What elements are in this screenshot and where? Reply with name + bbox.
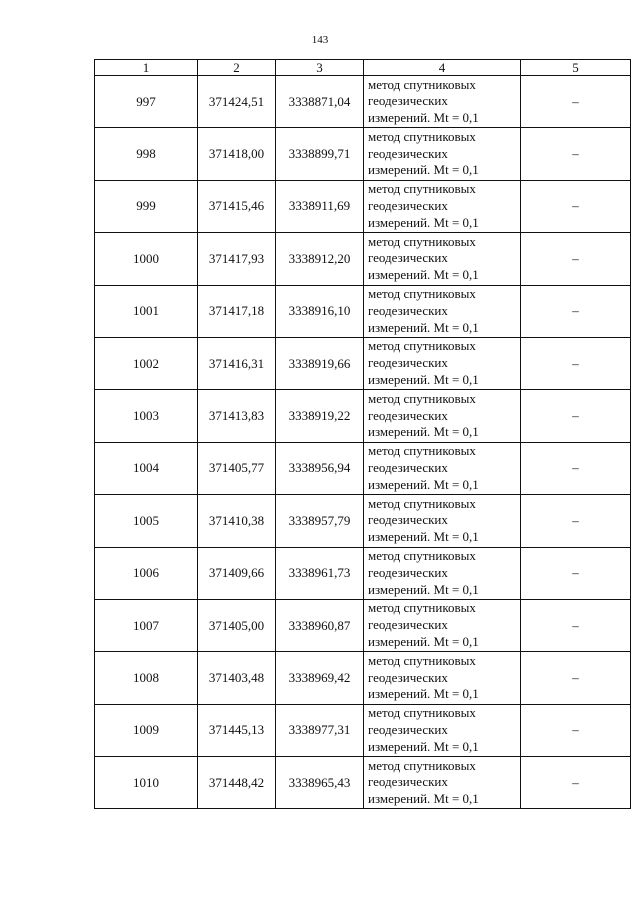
method-cell <box>364 757 521 809</box>
table-row <box>95 128 631 180</box>
method-line: геодезических <box>368 721 448 737</box>
method-cell <box>364 233 521 285</box>
method-line: геодезических <box>368 512 448 528</box>
method-line: геодезических <box>368 302 448 318</box>
table-row <box>95 233 631 285</box>
method-line: метод спутниковых <box>368 338 476 354</box>
table-row <box>95 76 631 128</box>
method-line: метод спутниковых <box>368 76 476 92</box>
method-line: метод спутниковых <box>368 757 476 773</box>
note-cell: – <box>521 180 631 232</box>
method-line: измерений. Mt = 0,1 <box>368 110 479 126</box>
method-line: геодезических <box>368 460 448 476</box>
note-cell: – <box>521 652 631 704</box>
point-number-cell: 1000 <box>95 233 198 285</box>
method-line: метод спутниковых <box>368 390 476 406</box>
method-line: геодезических <box>368 617 448 633</box>
y-coordinate-cell: 3338899,71 <box>276 128 364 180</box>
point-number-cell: 1005 <box>95 495 198 547</box>
method-line: метод спутниковых <box>368 600 476 616</box>
table-row <box>95 495 631 547</box>
point-number-cell: 1009 <box>95 704 198 756</box>
method-line: измерений. Mt = 0,1 <box>368 267 479 283</box>
method-cell <box>364 704 521 756</box>
method-line: измерений. Mt = 0,1 <box>368 319 479 335</box>
method-line: метод спутниковых <box>368 181 476 197</box>
note-cell: – <box>521 76 631 128</box>
y-coordinate-cell: 3338969,42 <box>276 652 364 704</box>
x-coordinate-cell: 371409,66 <box>198 547 276 599</box>
y-coordinate-cell: 3338965,43 <box>276 757 364 809</box>
method-line: геодезических <box>368 774 448 790</box>
table-row <box>95 390 631 442</box>
note-cell: – <box>521 757 631 809</box>
table-row <box>95 442 631 494</box>
x-coordinate-cell: 371415,46 <box>198 180 276 232</box>
y-coordinate-cell: 3338919,66 <box>276 337 364 389</box>
method-cell <box>364 337 521 389</box>
y-coordinate-cell: 3338956,94 <box>276 442 364 494</box>
method-line: измерений. Mt = 0,1 <box>368 581 479 597</box>
method-cell <box>364 652 521 704</box>
x-coordinate-cell: 371403,48 <box>198 652 276 704</box>
method-line: геодезических <box>368 355 448 371</box>
y-coordinate-cell: 3338911,69 <box>276 180 364 232</box>
point-number-cell: 1007 <box>95 599 198 651</box>
x-coordinate-cell: 371405,00 <box>198 599 276 651</box>
header-row <box>95 60 631 76</box>
method-cell <box>364 128 521 180</box>
x-coordinate-cell: 371410,38 <box>198 495 276 547</box>
method-line: метод спутниковых <box>368 233 476 249</box>
method-line: измерений. Mt = 0,1 <box>368 791 479 807</box>
table-row <box>95 547 631 599</box>
method-cell <box>364 76 521 128</box>
point-number-cell: 1002 <box>95 337 198 389</box>
method-cell <box>364 180 521 232</box>
x-coordinate-cell: 371417,93 <box>198 233 276 285</box>
point-number-cell: 1008 <box>95 652 198 704</box>
method-line: метод спутниковых <box>368 652 476 668</box>
point-number-cell: 1004 <box>95 442 198 494</box>
method-line: геодезических <box>368 198 448 214</box>
point-number-cell: 998 <box>95 128 198 180</box>
method-line: метод спутниковых <box>368 548 476 564</box>
method-line: метод спутниковых <box>368 443 476 459</box>
point-number-cell: 1003 <box>95 390 198 442</box>
method-line: геодезических <box>368 145 448 161</box>
note-cell: – <box>521 547 631 599</box>
note-cell: – <box>521 337 631 389</box>
column-header: 3 <box>276 60 364 76</box>
x-coordinate-cell: 371424,51 <box>198 76 276 128</box>
method-cell <box>364 599 521 651</box>
column-header: 5 <box>521 60 631 76</box>
method-line: геодезических <box>368 669 448 685</box>
point-number-cell: 1006 <box>95 547 198 599</box>
method-line: измерений. Mt = 0,1 <box>368 476 479 492</box>
x-coordinate-cell: 371413,83 <box>198 390 276 442</box>
column-header: 1 <box>95 60 198 76</box>
table-row <box>95 704 631 756</box>
method-line: метод спутниковых <box>368 705 476 721</box>
note-cell: – <box>521 442 631 494</box>
method-line: измерений. Mt = 0,1 <box>368 686 479 702</box>
method-line: геодезических <box>368 407 448 423</box>
page-number: 143 <box>311 34 329 46</box>
method-line: измерений. Mt = 0,1 <box>368 738 479 754</box>
table-row <box>95 599 631 651</box>
x-coordinate-cell: 371405,77 <box>198 442 276 494</box>
note-cell: – <box>521 233 631 285</box>
method-line: метод спутниковых <box>368 495 476 511</box>
y-coordinate-cell: 3338977,31 <box>276 704 364 756</box>
method-line: измерений. Mt = 0,1 <box>368 162 479 178</box>
column-header: 4 <box>364 60 521 76</box>
table-row <box>95 337 631 389</box>
note-cell: – <box>521 599 631 651</box>
method-line: геодезических <box>368 250 448 266</box>
column-header: 2 <box>198 60 276 76</box>
point-number-cell: 999 <box>95 180 198 232</box>
y-coordinate-cell: 3338912,20 <box>276 233 364 285</box>
y-coordinate-cell: 3338960,87 <box>276 599 364 651</box>
point-number-cell: 1010 <box>95 757 198 809</box>
point-number-cell: 997 <box>95 76 198 128</box>
table-row <box>95 285 631 337</box>
method-line: метод спутниковых <box>368 286 476 302</box>
y-coordinate-cell: 3338871,04 <box>276 76 364 128</box>
x-coordinate-cell: 371417,18 <box>198 285 276 337</box>
table-row <box>95 180 631 232</box>
note-cell: – <box>521 495 631 547</box>
method-line: измерений. Mt = 0,1 <box>368 372 479 388</box>
coordinates-table <box>94 59 631 809</box>
method-cell <box>364 390 521 442</box>
method-cell <box>364 547 521 599</box>
method-line: метод спутниковых <box>368 128 476 144</box>
method-line: измерений. Mt = 0,1 <box>368 214 479 230</box>
note-cell: – <box>521 390 631 442</box>
method-line: измерений. Mt = 0,1 <box>368 424 479 440</box>
table-row <box>95 757 631 809</box>
method-line: измерений. Mt = 0,1 <box>368 634 479 649</box>
y-coordinate-cell: 3338916,10 <box>276 285 364 337</box>
method-cell <box>364 285 521 337</box>
point-number-cell: 1001 <box>95 285 198 337</box>
y-coordinate-cell: 3338961,73 <box>276 547 364 599</box>
method-line: измерений. Mt = 0,1 <box>368 529 479 545</box>
note-cell: – <box>521 704 631 756</box>
method-line: геодезических <box>368 564 448 580</box>
x-coordinate-cell: 371445,13 <box>198 704 276 756</box>
x-coordinate-cell: 371418,00 <box>198 128 276 180</box>
x-coordinate-cell: 371448,42 <box>198 757 276 809</box>
method-line: геодезических <box>368 93 448 109</box>
method-cell <box>364 442 521 494</box>
note-cell: – <box>521 128 631 180</box>
table-row <box>95 652 631 704</box>
x-coordinate-cell: 371416,31 <box>198 337 276 389</box>
y-coordinate-cell: 3338919,22 <box>276 390 364 442</box>
method-cell <box>364 495 521 547</box>
y-coordinate-cell: 3338957,79 <box>276 495 364 547</box>
note-cell: – <box>521 285 631 337</box>
